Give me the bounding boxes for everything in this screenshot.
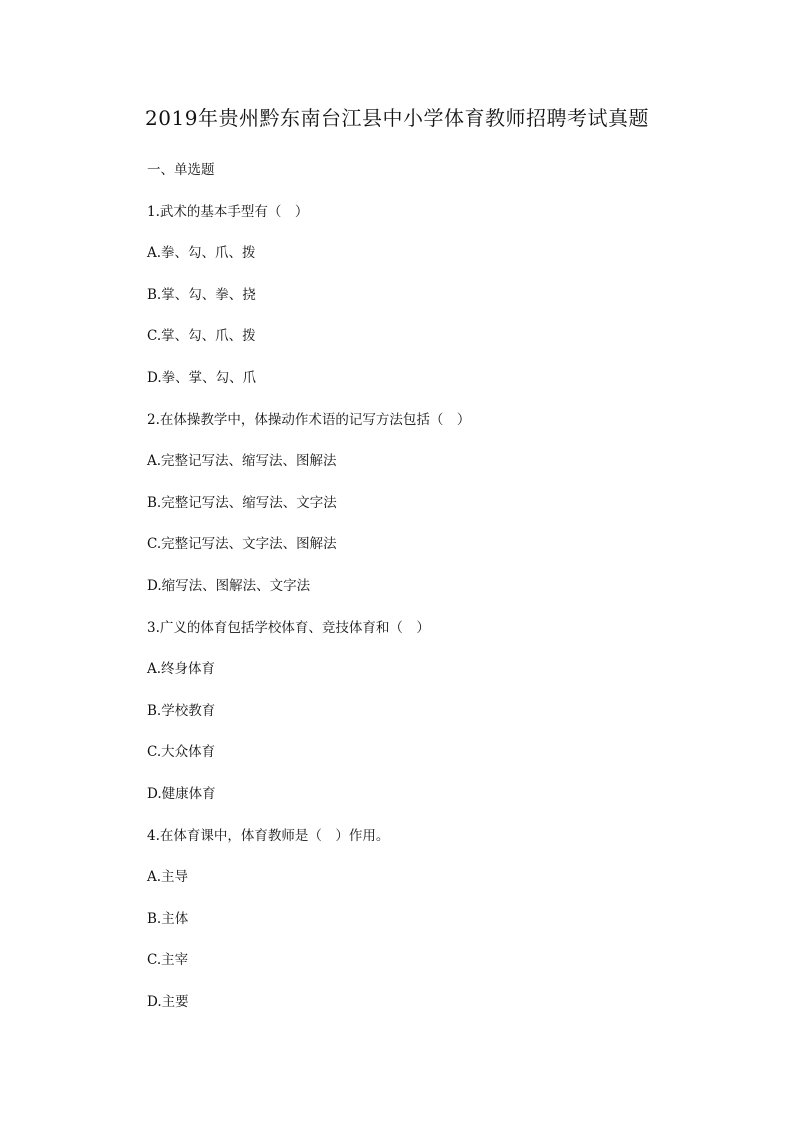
section-heading: 一、单选题 xyxy=(147,162,215,178)
question-3-option-b: B.学校教育 xyxy=(147,703,216,719)
question-4-option-a: A.主导 xyxy=(147,869,189,885)
question-2-option-b: B.完整记写法、缩写法、文字法 xyxy=(147,495,337,511)
question-1-option-b: B.掌、勾、拳、挠 xyxy=(147,287,256,303)
question-2-stem: 2.在体操教学中，体操动作术语的记写方法包括（ ） xyxy=(147,412,471,428)
question-1-stem: 1.武术的基本手型有（ ） xyxy=(147,204,309,220)
question-3-stem: 3.广义的体育包括学校体育、竞技体育和（ ） xyxy=(147,620,430,636)
question-1-option-a: A.拳、勾、爪、拨 xyxy=(147,245,256,261)
question-4-option-d: D.主要 xyxy=(147,994,189,1010)
document-title: 2019年贵州黔东南台江县中小学体育教师招聘考试真题 xyxy=(145,106,649,130)
question-4-option-b: B.主体 xyxy=(147,911,189,927)
question-4-option-c: C.主宰 xyxy=(147,952,189,968)
question-1-option-d: D.拳、掌、勾、爪 xyxy=(147,370,257,386)
question-3-option-a: A.终身体育 xyxy=(147,661,216,677)
question-2-option-c: C.完整记写法、文字法、图解法 xyxy=(147,536,337,552)
question-1-option-c: C.掌、勾、爪、拨 xyxy=(147,328,256,344)
question-4-stem: 4.在体育课中，体育教师是（ ）作用。 xyxy=(147,828,390,844)
question-2-option-d: D.缩写法、图解法、文字法 xyxy=(147,578,311,594)
question-3-option-d: D.健康体育 xyxy=(147,786,216,802)
question-2-option-a: A.完整记写法、缩写法、图解法 xyxy=(147,453,337,469)
question-3-option-c: C.大众体育 xyxy=(147,744,216,760)
